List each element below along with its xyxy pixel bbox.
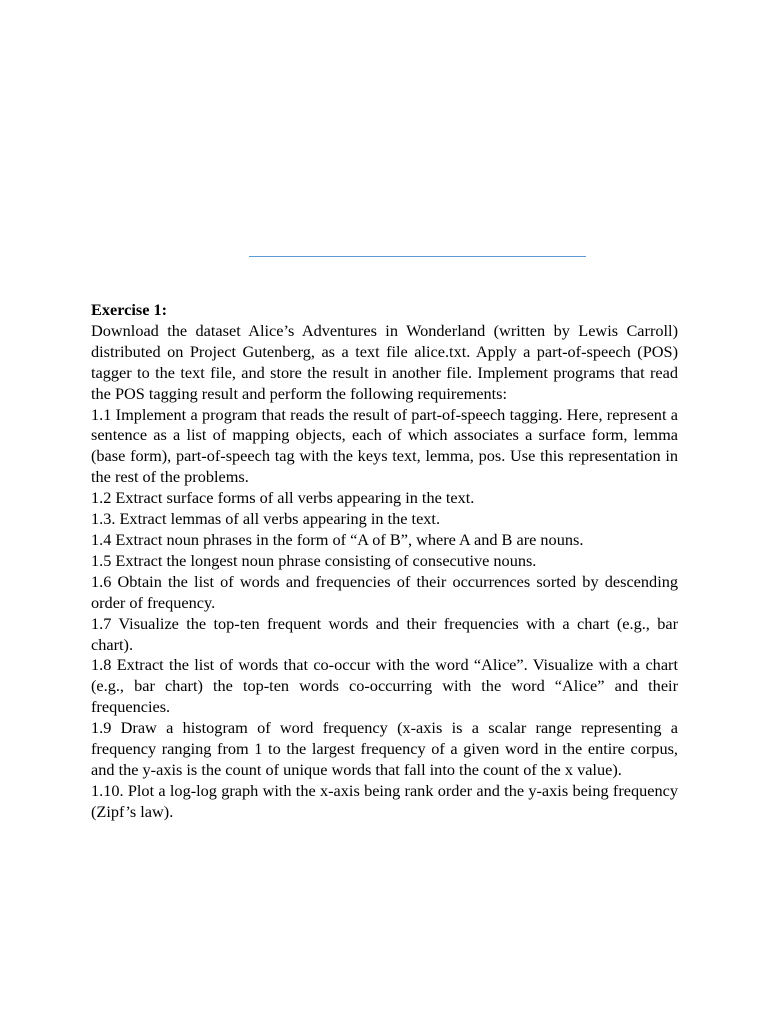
exercise-item-1-4: 1.4 Extract noun phrases in the form of “A of B”, where A and B are nouns. bbox=[91, 529, 584, 549]
exercise-item-1-3: 1.3. Extract lemmas of all verbs appearing in the text. bbox=[91, 509, 441, 529]
exercise-item-1-1: 1.1 Implement a program that reads the result of part-of-speech tagging. Here, represent a sentence as a list of mapping objects, each of which associates a surface form, lemma (base form), part-of-speech tag with the keys text, lemma, pos. Use this representation in the rest of the problems. bbox=[91, 404, 678, 487]
exercise-item-1-6: 1.6 Obtain the list of words and frequencies of their occurrences sorted by descending order of frequency. bbox=[91, 571, 678, 612]
exercise-intro: Download the dataset Alice’s Adventures in Wonderland (written by Lewis Carroll) distributed on Project Gutenberg, as a text file alice.txt. Apply a part-of-speech (POS) tagger to the text file, and store the result in another file. Implement programs that read the POS tagging result and perform the following requirements: bbox=[91, 320, 678, 403]
exercise-heading: Exercise 1: bbox=[91, 300, 168, 319]
exercise-item-1-9: 1.9 Draw a histogram of word frequency (x-axis is a scalar range representing a frequency ranging from 1 to the largest frequency of a given word in the entire corpus, and the y-axis is the count of unique words that fall into the count of the x value). bbox=[91, 718, 678, 779]
exercise-section bbox=[91, 300, 678, 823]
exercise-item-1-8: 1.8 Extract the list of words that co-occur with the word “Alice”. Visualize with a chart (e.g., bar chart) the top-ten words co-occurring with the word “Alice” and their frequencies. bbox=[91, 655, 678, 717]
horizontal-rule bbox=[249, 256, 586, 257]
exercise-item-1-7: 1.7 Visualize the top-ten frequent words and their frequencies with a chart (e.g., bar chart). bbox=[91, 613, 678, 654]
exercise-item-1-2: 1.2 Extract surface forms of all verbs appearing in the text. bbox=[91, 488, 475, 508]
exercise-item-1-10: 1.10. Plot a log-log graph with the x-axis being rank order and the y-axis being frequency (Zipf’s law). bbox=[91, 780, 678, 821]
exercise-item-1-5: 1.5 Extract the longest noun phrase consisting of consecutive nouns. bbox=[91, 550, 537, 570]
